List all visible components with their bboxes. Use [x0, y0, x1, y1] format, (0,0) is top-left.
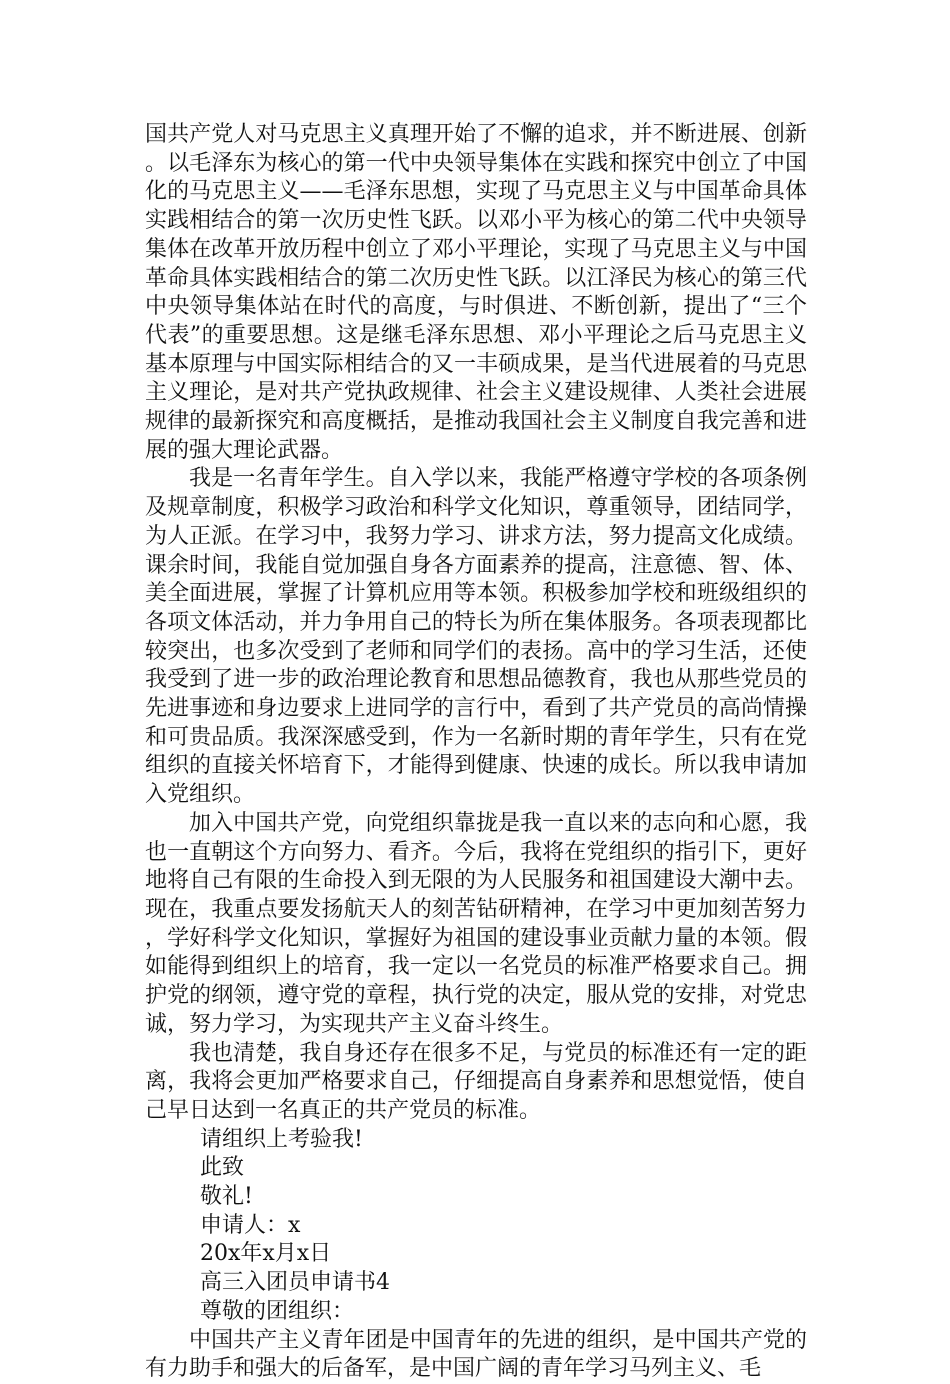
- paragraph-3: 加入中国共产党，向党组织靠拢是我一直以来的志向和心愿，我也一直朝这个方向努力、看齐。今后，我将在党组织的指引下，更好地将自己有限的生命投入到无限的为人民服务和祖国建设大潮中去。现在，我重点要发扬航天人的刻苦钻研精神，在学习中更加刻苦努力，学好科学文化知识，掌握好为祖国的建设事业贡献力量的本领。假如能得到组织上的培育，我一定以一名党员的标准严格要求自己。拥护党的纲领，遵守党的章程，执行党的决定，服从党的安排，对党忠诚，努力学习，为实现共产主义奋斗终生。: [145, 810, 807, 1037]
- regards-line: 敬礼!: [200, 1184, 253, 1210]
- paragraph-5: 中国共产主义青年团是中国青年的先进的组织，是中国共产党的有力助手和强大的后备军，是中国广阔的青年学习马列主义、毛: [145, 1327, 807, 1382]
- closing-request-line: 请组织上考验我!: [200, 1126, 363, 1152]
- section-heading: 高三入团员申请书4: [200, 1270, 390, 1296]
- salutation-line: 此致: [200, 1155, 245, 1181]
- document-page: [145, 121, 807, 1384]
- paragraph-4: 我也清楚，我自身还存在很多不足，与党员的标准还有一定的距离，我将会更加严格要求自己，仔细提高自身素养和思想觉悟，使自己早日达到一名真正的共产党员的标准。: [145, 1040, 807, 1123]
- greeting-line: 尊敬的团组织：: [200, 1298, 355, 1324]
- paragraph-2: 我是一名青年学生。自入学以来，我能严格遵守学校的各项条例及规章制度，积极学习政治和科学文化知识，尊重领导，团结同学，为人正派。在学习中，我努力学习、讲求方法，努力提高文化成绩。课余时间，我能自觉加强自身各方面素养的提高，注意德、智、体、美全面进展，掌握了计算机应用等本领。积极参加学校和班级组织的各项文体活动，并力争用自己的特长为所在集体服务。各项表现都比较突出，也多次受到了老师和同学们的表扬。高中的学习生活，还使我受到了进一步的政治理论教育和思想品德教育，我也从那些党员的先进事迹和身边要求上进同学的言行中，看到了共产党员的高尚情操和可贵品质。我深深感受到，作为一名新时期的青年学生，只有在党组织的直接关怀培育下，才能得到健康、快速的成长。所以我申请加入党组织。: [145, 466, 807, 808]
- date-line: 20x年x月x日: [200, 1241, 332, 1267]
- applicant-line: 申请人：x: [200, 1212, 301, 1238]
- paragraph-1: 国共产党人对马克思主义真理开始了不懈的追求，并不断进展、创新。以毛泽东为核心的第一代中央领导集体在实践和探究中创立了中国化的马克思主义——毛泽东思想，实现了马克思主义与中国革命具体实践相结合的第一次历史性飞跃。以邓小平为核心的第二代中央领导集体在改革开放历程中创立了邓小平理论，实现了马克思主义与中国革命具体实践相结合的第二次历史性飞跃。以江泽民为核心的第三代中央领导集体站在时代的高度，与时俱进、不断创新，提出了“三个代表”的重要思想。这是继毛泽东思想、邓小平理论之后马克思主义基本原理与中国实际相结合的又一丰硕成果，是当代进展着的马克思主义理论，是对共产党执政规律、社会主义建设规律、人类社会进展规律的最新探究和高度概括，是推动我国社会主义制度自我完善和进展的强大理论武器。: [145, 122, 807, 463]
